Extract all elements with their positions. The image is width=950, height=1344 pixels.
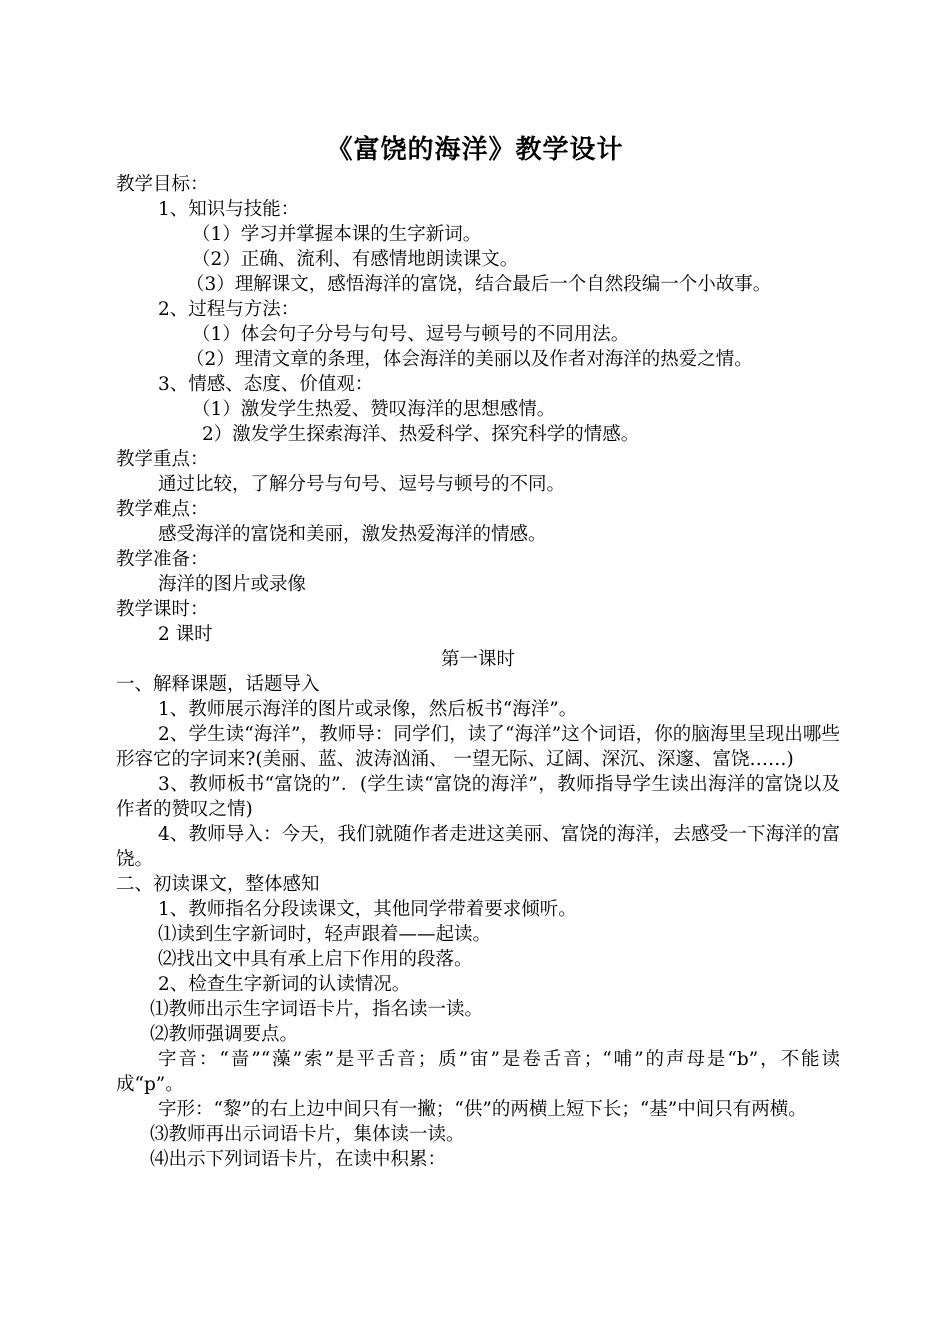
lesson-heading: 第一课时: [440, 649, 515, 670]
section-heading-difficulties: 教学难点：: [116, 499, 209, 520]
paragraph: 2、学生读“海洋”，教师导：同学们，读了“海洋”这个词语，你的脑海里呈现出哪些形容它的字词来?(美丽、蓝、波涛汹涌、 一望无际、辽阔、深沉、深邃、富饶……): [116, 724, 840, 770]
paragraph: 3、情感、态度、价值观：: [158, 374, 374, 395]
paragraph: （1）体会句子分号与句号、逗号与顿号的不同用法。: [192, 324, 630, 345]
document-body: [116, 172, 840, 1172]
section-heading-periods: 教学课时：: [116, 599, 209, 620]
section-heading-key-points: 教学重点：: [116, 449, 209, 470]
paragraph: 感受海洋的富饶和美丽，激发热爱海洋的情感。: [158, 524, 547, 545]
paragraph: ⑴教师出示生字词语卡片，指名读一读。: [150, 999, 484, 1020]
section-heading: 一、解释课题，话题导入: [116, 674, 320, 695]
paragraph: 2 课时: [158, 624, 213, 645]
paragraph: 字形：“黎”的右上边中间只有一撇；“供”的两横上短下长；“基”中间只有两横。: [158, 1099, 807, 1120]
paragraph: （3）理解课文，感悟海洋的富饶，结合最后一个自然段编一个小故事。: [186, 274, 772, 295]
paragraph: （2）理清文章的条理，体会海洋的美丽以及作者对海洋的热爱之情。: [186, 349, 753, 370]
paragraph: 通过比较，了解分号与句号、逗号与顿号的不同。: [158, 474, 566, 495]
paragraph: ⑵找出文中具有承上启下作用的段落。: [158, 949, 473, 970]
paragraph: 1、教师展示海洋的图片或录像，然后板书“海洋”。: [158, 699, 578, 720]
section-heading-objectives: 教学目标：: [116, 174, 209, 195]
paragraph: 2）激发学生探索海洋、热爱科学、探究科学的情感。: [202, 424, 640, 445]
section-heading: 二、初读课文，整体感知: [116, 874, 320, 895]
paragraph: 1、知识与技能：: [158, 199, 300, 220]
document-title: 《富饶的海洋》教学设计: [326, 135, 624, 165]
paragraph: 4、教师导入：今天，我们就随作者走进这美丽、富饶的海洋，去感受一下海洋的富饶。: [116, 824, 840, 870]
paragraph: ⑴读到生字新词时，轻声跟着——起读。: [158, 924, 492, 945]
paragraph: 1、教师指名分段读课文，其他同学带着要求倾听。: [158, 899, 577, 920]
paragraph: ⑵教师强调要点。: [150, 1024, 299, 1045]
paragraph: 海洋的图片或录像: [158, 574, 307, 595]
paragraph: 3、教师板书“富饶的”．(学生读“富饶的海洋”，教师指导学生读出海洋的富饶以及作者的赞叹之情): [116, 774, 840, 820]
section-heading-preparation: 教学准备：: [116, 549, 209, 570]
paragraph: 2、检查生字新词的认读情况。: [158, 974, 411, 995]
paragraph: （2）正确、流利、有感情地朗读课文。: [192, 249, 519, 270]
paragraph: ⑶教师再出示词语卡片，集体读一读。: [150, 1124, 465, 1145]
paragraph: 2、过程与方法：: [158, 299, 300, 320]
paragraph: 字音：“啬”“藻”索”是平舌音；质”宙”是卷舌音；“哺”的声母是“b”，不能读成“p”。: [116, 1049, 840, 1095]
paragraph: （1）激发学生热爱、赞叹海洋的思想感情。: [192, 399, 556, 420]
paragraph: ⑷出示下列词语卡片，在读中积累：: [150, 1149, 447, 1170]
paragraph: （1）学习并掌握本课的生字新词。: [192, 224, 482, 245]
